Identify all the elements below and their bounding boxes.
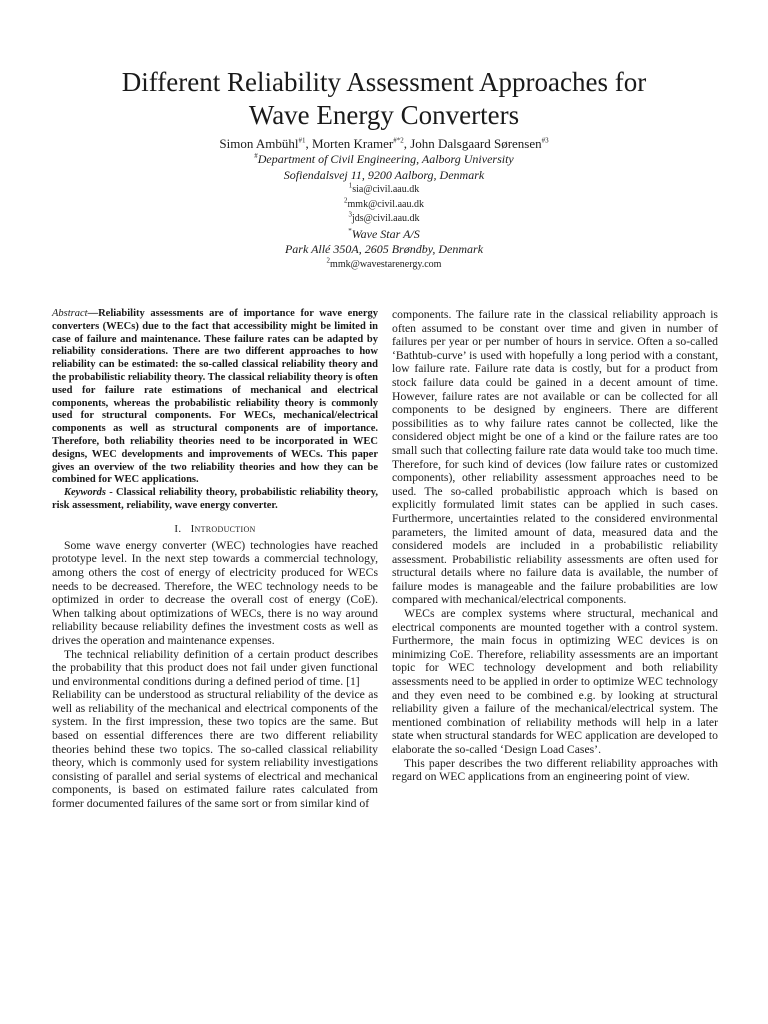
title-line-2: Wave Energy Converters xyxy=(248,100,520,130)
abstract-text: —Reliability assessments are of importance for wave energy converters (WECs) due to the fact that accessibility might be limited in case of failure and maintenance. These failure rates can be adapted by reliability considerations. There are two different approaches to how reliability can be estimated: the so-called classical reliability theory and the probabilistic reliability theory. The classical reliability theory is often used for failure rate estimations of mechanical and electrical components, whereas the probabilistic reliability theory is commonly used for structural components. For WECs, mechanical/electrical components as well as structural components are of importance. Therefore, both reliability theories need to be incorporated in WEC designs, WEC developments and improvements of WECs. This paper gives an overview of the two reliability theories and how they can be combined for WEC applications. xyxy=(52,308,378,486)
author-separator: , xyxy=(305,136,312,151)
paper-title xyxy=(40,66,728,132)
right-column xyxy=(392,308,718,784)
author-marker: #*2 xyxy=(393,136,404,145)
affiliation-marker: # xyxy=(254,152,258,160)
author-name: John Dalsgaard Sørensen xyxy=(410,136,542,151)
author-name: Simon Ambühl xyxy=(219,136,299,151)
affiliation-marker: * xyxy=(348,226,352,235)
body-paragraph: Reliability can be understood as structural reliability of the device as well as reliability of the mechanical and electrical components of the system. In the first impression, these two topics are the same. But based on essential differences there are two different reliability theories behind these two topics. The so-called classical reliability theory, which is commonly used for system reliability investigations consisting of parallel and serial systems of electrical and mechanical components, is based on estimated failure rates calculated from former documented failures of the same sort or from similar kind of xyxy=(52,688,378,811)
body-paragraph: WECs are complex systems where structural, mechanical and electrical components are mounted together with a control system. Furthermore, the main focus in optimizing WEC devices is on minimizing CoE. Therefore, reliability assessments are an important topic for WEC technology development and both reliability assessments need to be applied in order to optimize WEC technology and they even need to be combined e.g. by looking at structural reliability given a failure of the mechanical/electrical system. The mentioned combination of reliability methods will help in a later state when structural standards for WEC application are developed to elaborate the so-called ‘Design Load Cases’. xyxy=(392,607,718,756)
body-paragraph: This paper describes the two different reliability approaches with regard on WEC applications from an engineering point of view. xyxy=(392,756,718,784)
author-marker: #1 xyxy=(298,136,306,145)
body-paragraph: Some wave energy converter (WEC) technologies have reached prototype level. In the next step towards a commercial technology, among others the cost of energy of electricity produced for WECs needs to be decreased. Therefore, the WEC technology needs to be optimized in order to decrease the overall cost of energy (CoE). When talking about optimizations of WECs, there is no way around reliability because reliability defines the investment costs as well as drives the operation and maintenance expenses. xyxy=(52,538,378,647)
section-number: I. xyxy=(174,522,182,535)
author-list xyxy=(40,136,728,152)
abstract-label: Abstract xyxy=(52,308,88,319)
title-line-1: Different Reliability Assessment Approaches for xyxy=(121,67,647,97)
paper-header xyxy=(40,66,728,272)
body-paragraph: The technical reliability definition of a certain product describes the probability that this product does not fail under given functional und environmental conditions during a defined period of time. [1] xyxy=(52,647,378,688)
affiliation-company: *Wave Star A/S xyxy=(348,226,420,241)
author-marker: #3 xyxy=(541,136,549,145)
affiliation-department: #Department of Civil Engineering, Aalborg University xyxy=(254,152,514,166)
body-paragraph: components. The failure rate in the classical reliability approach is often assumed to be constant over time and given in number of failures per year or per number of hours in service. Often a so-called ‘Bathtub-curve’ is used with hopefully a long period with a constant, low failure rate. Failure rate data is costly, but for a product from stock failure data could be gained in a decent amount of time. However, failure rates are not available or can be collected for all components to be designed by engineers. There are different possibilities as to why failure rates cannot be collected, like the considered object might be one of a kind or the failure rates are too small such that collecting failure rate data would take too much time. Therefore, for such kind of devices (low failure rates or customized components), other reliability assessment approaches need to be used. The so-called probabilistic approach which is based on explicitly formulated limit states can be applied in such cases. Furthermore, uncertainties related to the considered environmental parameters, the limited amount of data, measured data and the considered models are included in a probabilistic reliability assessment. Probabilistic reliability assessments are often used for structural details where no failure data is available, the number of failure modes is manageable and the failure probabilities are low compared with mechanical/electrical components. xyxy=(392,308,718,607)
affiliation-company-address: Park Allé 350A, 2605 Brøndby, Denmark xyxy=(284,242,484,256)
section-heading xyxy=(52,522,378,536)
section-title: Introduction xyxy=(190,522,256,535)
left-column xyxy=(52,308,378,811)
author-separator: , xyxy=(403,136,411,151)
author-email: $^1$sia@civil.aau.dk xyxy=(348,181,420,195)
abstract xyxy=(52,308,378,487)
company-email: $^2$mmk@wavestarenergy.com xyxy=(326,256,442,270)
affiliation-address: Sofiendalsvej 11, 9200 Aalborg, Denmark xyxy=(283,167,485,182)
author-email: $^2$mmk@civil.aau.dk xyxy=(344,196,424,210)
author-email: $^3$jds@civil.aau.dk xyxy=(348,210,420,224)
keywords xyxy=(52,487,378,513)
keywords-text: - Classical reliability theory, probabilistic reliability theory, risk assessment, reliability, wave energy converter. xyxy=(52,487,378,511)
author-name: Morten Kramer xyxy=(311,136,394,151)
keywords-label: Keywords xyxy=(64,487,106,499)
